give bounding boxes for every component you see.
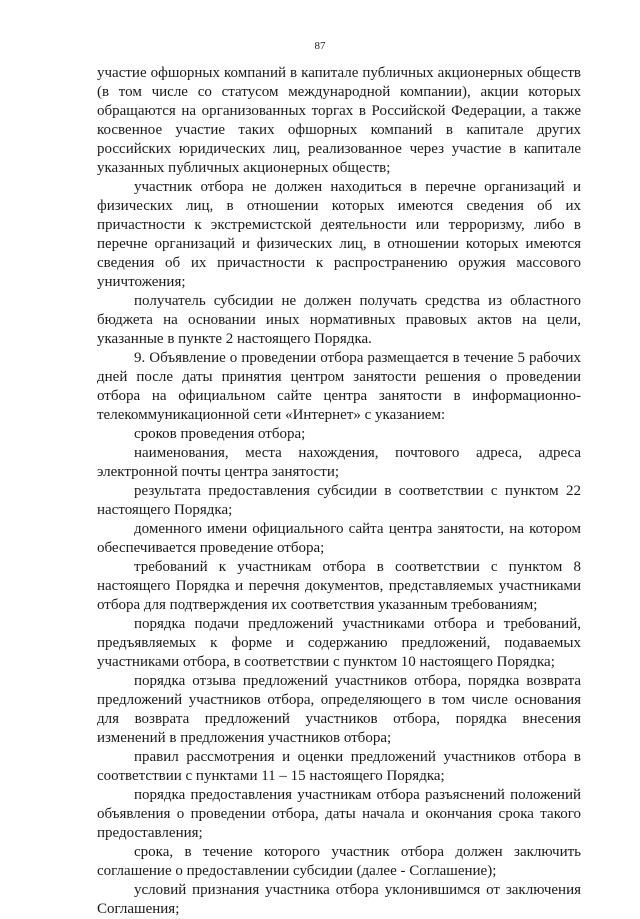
- page-number: 87: [314, 40, 326, 52]
- paragraph: порядка предоставления участникам отбора разъяснений положений объявления о проведении отбора, даты начала и окончания срока такого предоставления;: [97, 787, 581, 841]
- paragraph: участие офшорных компаний в капитале публичных акционерных обществ (в том числе со статусом международной компании), акции которых обращаются на организованных торгах в Российской Федерации, а также косвенное участие таких офшорных компаний в капитале других российских юридических лиц, реализованное через участие в капитале указанных публичных акционерных обществ;: [97, 65, 581, 176]
- paragraph: срока, в течение которого участник отбора должен заключить соглашение о предоставлении субсидии (далее - Соглашение);: [97, 844, 581, 879]
- paragraph: получатель субсидии не должен получать средства из областного бюджета на основании иных нормативных правовых актов на цели, указанные в пункте 2 настоящего Порядка.: [97, 293, 581, 347]
- paragraph: участник отбора не должен находиться в перечне организаций и физических лиц, в отношении которых имеются сведения об их причастности к экстремистской деятельности или терроризму, либо в перечне организаций и физических лиц, в отношении которых имеются сведения об их причастности к распространению оружия массового уничтожения;: [97, 179, 581, 290]
- paragraph: правил рассмотрения и оценки предложений участников отбора в соответствии с пунктами 11 – 15 настоящего Порядка;: [97, 749, 581, 784]
- paragraph: условий признания участника отбора уклонившимся от заключения Соглашения;: [97, 882, 581, 917]
- paragraph: наименования, места нахождения, почтового адреса, адреса электронной почты центра занятости;: [97, 445, 581, 480]
- paragraph: доменного имени официального сайта центра занятости, на котором обеспечивается проведение отбора;: [97, 521, 581, 556]
- paragraph: порядка подачи предложений участниками отбора и требований, предъявляемых к форме и содержанию предложений, подаваемых участниками отбора, в соответствии с пунктом 10 настоящего Порядка;: [97, 616, 581, 670]
- paragraph: требований к участникам отбора в соответствии с пунктом 8 настоящего Порядка и перечня документов, представляемых участниками отбора для подтверждения их соответствия указанным требованиям;: [97, 559, 581, 613]
- paragraph: результата предоставления субсидии в соответствии с пунктом 22 настоящего Порядка;: [97, 483, 581, 518]
- paragraph: порядка отзыва предложений участников отбора, порядка возврата предложений участников отбора, определяющего в том числе основания для возврата предложений участников отбора, порядка внесения изменений в предложения участников отбора;: [97, 673, 581, 746]
- document-body: [97, 64, 581, 919]
- paragraph: сроков проведения отбора;: [134, 426, 306, 442]
- paragraph: 9. Объявление о проведении отбора размещается в течение 5 рабочих дней после даты принятия центром занятости решения о проведении отбора на официальном сайте центра занятости в информационно-телекоммуникационной сети «Интернет» с указанием:: [97, 350, 581, 423]
